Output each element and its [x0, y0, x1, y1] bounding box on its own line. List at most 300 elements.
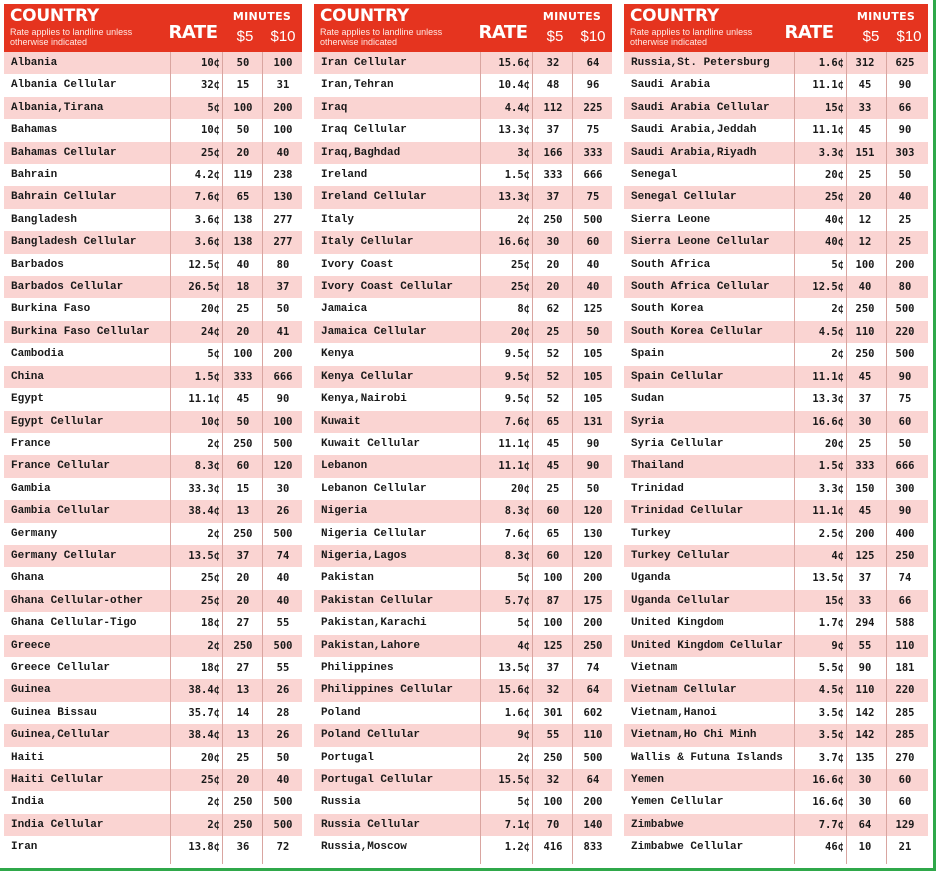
minutes-10-value: 90	[898, 124, 912, 137]
minutes-10-value: 285	[895, 729, 915, 742]
country-name: Greece Cellular	[11, 661, 111, 674]
rate-value: 4.2¢	[194, 169, 220, 182]
table-row	[314, 186, 612, 208]
country-name: Germany	[11, 527, 58, 540]
country-name: Iran Cellular	[321, 57, 407, 69]
rate-value: 13.5¢	[188, 549, 220, 562]
minutes-heading: MINUTES	[542, 10, 602, 23]
landline-note: Rate applies to landline unless otherwise indicated	[630, 27, 753, 47]
table-row	[314, 298, 612, 320]
minutes-5-value: 37	[858, 393, 872, 406]
rate-value: 3¢	[517, 146, 530, 159]
country-name: Russia Cellular	[321, 818, 421, 831]
rate-value: 2¢	[207, 639, 220, 652]
rate-value: 40¢	[825, 213, 844, 226]
country-name: Uganda Cellular	[631, 594, 731, 607]
minutes-10-value: 270	[895, 751, 915, 764]
rate-divider	[480, 52, 481, 864]
table-row	[624, 679, 928, 701]
minutes-10-value: 40	[586, 281, 600, 294]
minutes-10-value: 40	[276, 774, 290, 786]
minutes-5-value: 25	[236, 751, 250, 764]
country-name: Uganda	[631, 572, 671, 585]
rate-value: 20¢	[825, 437, 844, 450]
minutes-5-value: 60	[236, 460, 250, 473]
minutes-10-value: 90	[898, 79, 912, 92]
minutes-10-value: 25	[898, 213, 912, 226]
table-row	[4, 814, 302, 836]
minutes-10-value: 75	[898, 393, 912, 406]
country-name: Bahamas Cellular	[11, 146, 117, 159]
rate-value: 7.7¢	[818, 818, 844, 831]
table-row	[4, 343, 302, 365]
minutes-heading: MINUTES	[856, 10, 916, 23]
minutes-10-value: 110	[895, 639, 915, 652]
rate-value: 5¢	[207, 348, 220, 361]
minutes-10-value: 333	[583, 146, 603, 159]
table-row	[4, 679, 302, 701]
minutes-10-value: 21	[898, 841, 912, 854]
minutes-divider	[222, 52, 223, 864]
table-row	[624, 814, 928, 836]
minutes-5-value: 112	[543, 101, 563, 114]
rate-value: 9.5¢	[504, 348, 530, 361]
rate-value: 4.5¢	[818, 684, 844, 697]
table-row	[314, 500, 612, 522]
country-name: Thailand	[631, 460, 684, 473]
minutes-5-value: 30	[858, 415, 872, 428]
minutes-10-value: 90	[898, 505, 912, 518]
rate-value: 3.6¢	[194, 213, 220, 226]
rate-value: 5.7¢	[504, 594, 530, 607]
rate-value: 11.1¢	[812, 370, 844, 383]
country-name: Albania,Tirana	[11, 101, 104, 114]
country-name: Yemen	[631, 774, 665, 786]
rate-heading: RATE	[478, 22, 528, 43]
minutes-5-value: 119	[233, 169, 253, 182]
minutes-5-value: 20	[236, 774, 250, 786]
rate-value: 15.6¢	[498, 57, 530, 69]
table-row	[314, 679, 612, 701]
rate-value: 7.6¢	[504, 527, 530, 540]
rate-value: 2¢	[517, 213, 530, 226]
minutes-10-value: 66	[898, 594, 912, 607]
rate-column-3	[624, 4, 928, 864]
minutes-10-value: 140	[583, 818, 603, 831]
rate-value: 38.4¢	[188, 729, 220, 742]
country-name: Vietnam	[631, 661, 678, 674]
table-row	[4, 433, 302, 455]
table-row	[314, 52, 612, 74]
minutes-5-value: 100	[543, 617, 563, 630]
table-row	[314, 231, 612, 253]
minutes-10-value: 50	[586, 482, 600, 495]
table-row	[314, 791, 612, 813]
minutes-10-value: 105	[583, 370, 603, 383]
table-row	[624, 366, 928, 388]
rate-value: 8.3¢	[504, 505, 530, 518]
table-row	[314, 455, 612, 477]
minutes-10-value: 50	[276, 303, 290, 316]
minutes-10-value: 40	[898, 191, 912, 204]
country-name: Kenya	[321, 348, 355, 361]
minutes-10-value: 588	[895, 617, 915, 630]
country-name: South Africa	[631, 258, 711, 271]
table-row	[314, 702, 612, 724]
rate-value: 18¢	[201, 617, 220, 630]
minutes-10-value: 250	[895, 549, 915, 562]
table-row	[624, 186, 928, 208]
country-name: Lebanon Cellular	[321, 482, 427, 495]
rate-rows	[624, 52, 928, 859]
country-name: Bangladesh	[11, 213, 78, 226]
table-row	[624, 254, 928, 276]
minutes-5-value: 25	[858, 169, 872, 182]
table-row	[4, 119, 302, 141]
table-row	[624, 545, 928, 567]
rate-value: 8¢	[517, 303, 530, 316]
minutes-10-value: 80	[898, 281, 912, 294]
minutes-5-value: 14	[236, 706, 250, 719]
minutes-10-value: 96	[586, 79, 600, 92]
minutes-10-value: 225	[583, 101, 603, 114]
minutes-5-value: 333	[233, 370, 253, 383]
minutes-5-value: 37	[236, 549, 250, 562]
country-name: Cambodia	[11, 348, 64, 361]
country-name: Pakistan,Karachi	[321, 617, 427, 630]
minutes-5-value: 100	[855, 258, 875, 271]
table-row	[624, 231, 928, 253]
table-row	[314, 814, 612, 836]
rate-value: 2¢	[207, 437, 220, 450]
rate-value: 2¢	[517, 751, 530, 764]
country-name: Sierra Leone Cellular	[631, 236, 770, 249]
country-name: Iraq Cellular	[321, 124, 407, 137]
country-name: Nigeria Cellular	[321, 527, 427, 540]
rate-value: 13.3¢	[498, 191, 530, 204]
minutes-10-value: 175	[583, 594, 603, 607]
rate-value: 15.5¢	[498, 774, 530, 786]
country-heading: COUNTRY	[320, 6, 409, 26]
minutes-5-value: 250	[543, 213, 563, 226]
rate-value: 11.1¢	[812, 79, 844, 92]
rate-value: 4.4¢	[504, 101, 530, 114]
country-name: Kuwait Cellular	[321, 437, 421, 450]
rate-value: 2¢	[831, 303, 844, 316]
rate-column-2	[314, 4, 612, 864]
table-row	[314, 747, 612, 769]
minutes-10-value: 31	[276, 79, 290, 92]
minutes-5-value: 15	[236, 482, 250, 495]
rate-value: 7.6¢	[504, 415, 530, 428]
minutes-5-value: 20	[858, 191, 872, 204]
rate-value: 1.6¢	[818, 57, 844, 69]
minutes-5-value: 55	[546, 729, 560, 742]
minutes-split-divider	[886, 52, 887, 864]
rate-value: 40¢	[825, 236, 844, 249]
rate-value: 13.5¢	[812, 572, 844, 585]
country-name: Egypt Cellular	[11, 415, 104, 428]
minutes-5-value: 12	[858, 213, 872, 226]
minutes-5-value: 50	[236, 57, 250, 69]
minutes-10-value: 90	[586, 460, 600, 473]
rate-value: 4¢	[831, 549, 844, 562]
minutes-5-value: 33	[858, 101, 872, 114]
country-name: Iraq,Baghdad	[321, 146, 401, 159]
rate-value: 3.6¢	[194, 236, 220, 249]
rate-value: 5¢	[517, 796, 530, 809]
table-row	[624, 276, 928, 298]
minutes-5-value: 37	[858, 572, 872, 585]
country-name: United Kingdom	[631, 617, 724, 630]
minutes-5-value: 250	[233, 437, 253, 450]
minutes-10-value: 90	[276, 393, 290, 406]
minutes-5-value: 65	[546, 527, 560, 540]
minutes-10-value: 500	[895, 303, 915, 316]
rate-value: 12.5¢	[812, 281, 844, 294]
country-name: Guinea,Cellular	[11, 729, 111, 742]
minutes-5-value: 100	[543, 796, 563, 809]
minutes-5-value: 60	[546, 549, 560, 562]
table-row	[314, 74, 612, 96]
country-name: Burkina Faso Cellular	[11, 325, 150, 338]
minutes-10-value: 105	[583, 393, 603, 406]
minutes-10-value: 26	[276, 684, 290, 697]
table-row	[4, 478, 302, 500]
minutes-5-value: 52	[546, 393, 560, 406]
table-row	[4, 523, 302, 545]
rate-value: 16.6¢	[812, 796, 844, 809]
country-name: Haiti	[11, 751, 45, 764]
country-name: Pakistan,Lahore	[321, 639, 421, 652]
country-name: Ghana Cellular-other	[11, 594, 144, 607]
minutes-5-value: 301	[543, 706, 563, 719]
table-row	[4, 74, 302, 96]
table-row	[624, 791, 928, 813]
minutes-5-value: 87	[546, 594, 560, 607]
minutes-5-value: 150	[855, 482, 875, 495]
table-row	[4, 52, 302, 74]
five-dollar-heading: $5	[862, 28, 880, 45]
minutes-5-value: 45	[236, 393, 250, 406]
country-name: Ireland	[321, 169, 368, 182]
minutes-5-value: 50	[236, 415, 250, 428]
minutes-5-value: 110	[855, 684, 875, 697]
country-name: Saudi Arabia,Jeddah	[631, 124, 757, 137]
minutes-10-value: 200	[583, 617, 603, 630]
country-name: Guinea Bissau	[11, 706, 97, 719]
country-name: Wallis & Futuna Islands	[631, 751, 783, 764]
minutes-10-value: 40	[276, 594, 290, 607]
country-name: Vietnam Cellular	[631, 684, 737, 697]
rate-value: 1.6¢	[504, 706, 530, 719]
minutes-10-value: 833	[583, 841, 603, 854]
table-row	[624, 97, 928, 119]
table-row	[314, 635, 612, 657]
rate-value: 2.5¢	[818, 527, 844, 540]
country-name: Kuwait	[321, 415, 361, 428]
minutes-5-value: 32	[546, 684, 560, 697]
column-header	[4, 4, 302, 52]
minutes-5-value: 45	[858, 505, 872, 518]
country-name: India	[11, 796, 45, 809]
minutes-10-value: 60	[898, 796, 912, 809]
minutes-5-value: 416	[543, 841, 563, 854]
minutes-10-value: 100	[273, 124, 293, 137]
table-row	[314, 567, 612, 589]
table-row	[624, 747, 928, 769]
minutes-5-value: 15	[236, 79, 250, 92]
rate-value: 5¢	[517, 617, 530, 630]
rate-value: 11.1¢	[498, 460, 530, 473]
country-name: Russia,Moscow	[321, 841, 407, 854]
country-name: Russia,St. Petersburg	[631, 57, 770, 69]
rate-value: 25¢	[201, 594, 220, 607]
minutes-5-value: 110	[855, 325, 875, 338]
country-name: Bangladesh Cellular	[11, 236, 137, 249]
minutes-5-value: 64	[858, 818, 872, 831]
minutes-10-value: 666	[273, 370, 293, 383]
country-name: Albania	[11, 57, 58, 69]
country-heading: COUNTRY	[630, 6, 719, 26]
minutes-10-value: 238	[273, 169, 293, 182]
rate-value: 20¢	[201, 751, 220, 764]
rate-value: 1.5¢	[504, 169, 530, 182]
country-name: Portugal	[321, 751, 374, 764]
minutes-5-value: 10	[858, 841, 872, 854]
minutes-10-value: 625	[895, 57, 915, 69]
minutes-5-value: 20	[546, 281, 560, 294]
country-name: Syria	[631, 415, 665, 428]
minutes-10-value: 110	[583, 729, 603, 742]
minutes-10-value: 250	[583, 639, 603, 652]
rate-value: 10.4¢	[498, 79, 530, 92]
table-row	[624, 343, 928, 365]
table-row	[4, 455, 302, 477]
minutes-10-value: 500	[583, 213, 603, 226]
country-name: Bahrain	[11, 169, 58, 182]
country-name: Gambia Cellular	[11, 505, 111, 518]
rate-value: 25¢	[825, 191, 844, 204]
rate-value: 33.3¢	[188, 482, 220, 495]
minutes-5-value: 45	[858, 124, 872, 137]
minutes-10-value: 220	[895, 325, 915, 338]
minutes-5-value: 30	[858, 796, 872, 809]
minutes-10-value: 120	[583, 549, 603, 562]
rate-value: 4.5¢	[818, 325, 844, 338]
rate-value: 10¢	[201, 57, 220, 69]
minutes-5-value: 13	[236, 505, 250, 518]
table-row	[314, 276, 612, 298]
table-row	[314, 545, 612, 567]
minutes-5-value: 45	[858, 370, 872, 383]
minutes-10-value: 105	[583, 348, 603, 361]
rate-heading: RATE	[168, 22, 218, 43]
rate-value: 11.1¢	[188, 393, 220, 406]
rate-value: 18¢	[201, 661, 220, 674]
landline-note: Rate applies to landline unless otherwise indicated	[320, 27, 443, 47]
table-row	[624, 500, 928, 522]
minutes-10-value: 74	[586, 661, 600, 674]
minutes-10-value: 40	[276, 572, 290, 585]
minutes-10-value: 50	[276, 751, 290, 764]
minutes-5-value: 62	[546, 303, 560, 316]
rate-rows	[4, 52, 302, 859]
country-name: Iraq	[321, 101, 348, 114]
country-name: Senegal	[631, 169, 678, 182]
country-name: Iran,Tehran	[321, 79, 394, 92]
minutes-5-value: 250	[233, 818, 253, 831]
country-name: Spain	[631, 348, 665, 361]
minutes-10-value: 220	[895, 684, 915, 697]
table-row	[4, 769, 302, 791]
minutes-10-value: 60	[898, 415, 912, 428]
table-row	[314, 209, 612, 231]
country-heading: COUNTRY	[10, 6, 99, 26]
rate-value: 20¢	[201, 303, 220, 316]
country-name: South Africa Cellular	[631, 281, 770, 294]
minutes-5-value: 100	[233, 101, 253, 114]
table-row	[624, 321, 928, 343]
country-name: Haiti Cellular	[11, 774, 104, 786]
minutes-divider	[532, 52, 533, 864]
rate-value: 2¢	[207, 818, 220, 831]
minutes-5-value: 333	[855, 460, 875, 473]
minutes-5-value: 37	[546, 191, 560, 204]
rate-value: 11.1¢	[812, 505, 844, 518]
minutes-10-value: 100	[273, 415, 293, 428]
table-row	[314, 657, 612, 679]
country-name: Guinea	[11, 684, 51, 697]
minutes-10-value: 50	[898, 437, 912, 450]
minutes-5-value: 142	[855, 729, 875, 742]
table-row	[4, 231, 302, 253]
rate-value: 20¢	[511, 325, 530, 338]
rate-value: 25¢	[201, 572, 220, 585]
rate-value: 9¢	[517, 729, 530, 742]
ten-dollar-heading: $10	[896, 28, 922, 45]
rate-divider	[794, 52, 795, 864]
table-row	[624, 209, 928, 231]
country-name: Nigeria	[321, 505, 368, 518]
minutes-10-value: 74	[898, 572, 912, 585]
rate-value: 25¢	[511, 281, 530, 294]
rate-value: 5¢	[517, 572, 530, 585]
table-row	[314, 433, 612, 455]
country-name: Saudi Arabia	[631, 79, 711, 92]
table-row	[4, 321, 302, 343]
rate-value: 5¢	[207, 101, 220, 114]
rate-value: 35.7¢	[188, 706, 220, 719]
minutes-divider	[846, 52, 847, 864]
table-row	[4, 635, 302, 657]
minutes-10-value: 64	[586, 774, 600, 786]
country-name: Zimbabwe	[631, 818, 684, 831]
table-row	[624, 411, 928, 433]
minutes-5-value: 100	[543, 572, 563, 585]
country-name: Sierra Leone	[631, 213, 711, 226]
country-name: Saudi Arabia Cellular	[631, 101, 770, 114]
minutes-10-value: 200	[583, 796, 603, 809]
table-row	[4, 411, 302, 433]
table-row	[624, 164, 928, 186]
rate-rows	[314, 52, 612, 859]
minutes-10-value: 500	[895, 348, 915, 361]
rate-value: 9.5¢	[504, 370, 530, 383]
country-name: Ghana	[11, 572, 45, 585]
minutes-10-value: 80	[276, 258, 290, 271]
country-name: Bahrain Cellular	[11, 191, 117, 204]
